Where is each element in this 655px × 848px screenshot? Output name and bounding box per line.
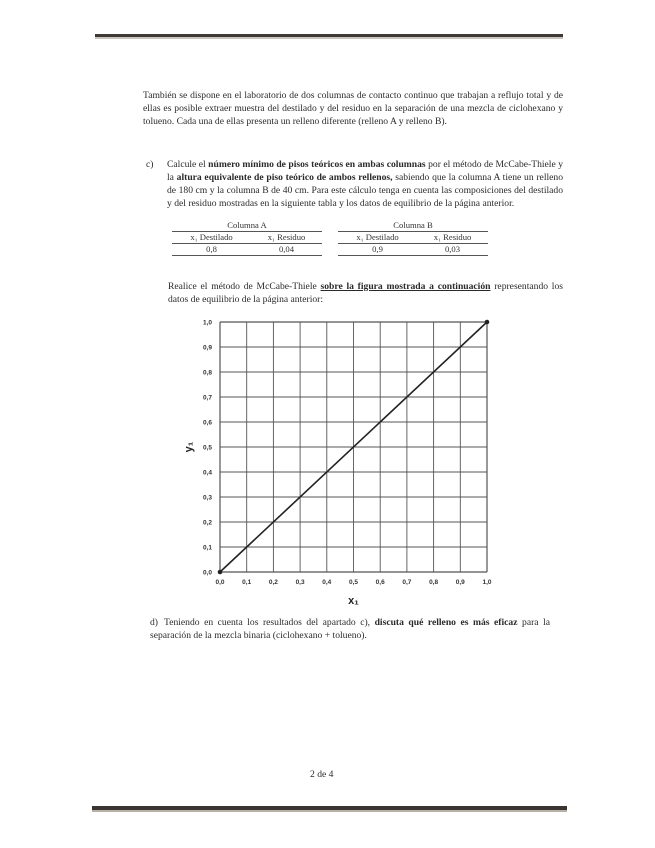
item-c-label: c): [146, 159, 154, 170]
y-tick-label: 0,1: [202, 544, 212, 552]
y-tick-label: 0,6: [202, 419, 212, 427]
y-tick-label: 0,8: [202, 369, 212, 377]
item-d-text-2: para la separación de la mezcla binaria (ciclohexano + tolueno).: [150, 617, 550, 641]
composition-table: [172, 220, 488, 256]
item-d-label: d): [150, 617, 158, 628]
a-destilado-header: x₁ Destilado: [172, 232, 251, 244]
x-tick-label: 0,9: [455, 579, 465, 586]
bottom-scan-shadow: [92, 810, 567, 812]
item-d-text-1: Teniendo en cuenta los resultados del apartado c),: [164, 617, 375, 628]
x-tick-label: 1,0: [482, 579, 492, 586]
b-residuo-value: 0,03: [417, 244, 488, 256]
realice-bold: sobre la figura mostrada a continuación: [320, 281, 491, 292]
x-tick-label: 0,2: [268, 579, 278, 586]
item-c-bold-1: número mínimo de pisos teóricos en ambas columnas: [208, 159, 426, 170]
a-residuo-value: 0,04: [251, 244, 322, 256]
item-c-paragraph: [146, 158, 563, 210]
a-residuo-header: x₁ Residuo: [251, 232, 322, 244]
x-tick-label: 0,3: [295, 579, 305, 586]
column-a-header: Columna A: [172, 220, 322, 232]
item-d-bold: discuta qué relleno es más eficaz: [374, 617, 518, 628]
x-tick-label: 0,6: [375, 579, 385, 586]
y-tick-label: 0,9: [202, 344, 212, 352]
realice-paragraph: [168, 280, 563, 306]
y-axis-label: y₁: [183, 441, 195, 453]
column-b-header: Columna B: [338, 220, 488, 232]
y-tick-label: 0,0: [202, 569, 212, 577]
y-tick-label: 1,0: [202, 319, 212, 327]
x-tick-label: 0,4: [322, 579, 332, 586]
page-number: 2 de 4: [310, 769, 334, 780]
realice-text-1: Realice el método de McCabe-Thiele: [168, 281, 321, 292]
y-tick-label: 0,5: [202, 444, 212, 452]
x-tick-label: 0,7: [402, 579, 412, 586]
x-tick-label: 0,0: [215, 579, 225, 586]
y-tick-label: 0,7: [202, 394, 212, 402]
mccabe-thiele-chart: [180, 312, 510, 612]
data-point: [218, 570, 223, 575]
item-d-paragraph: [150, 616, 550, 642]
intro-paragraph: También se dispone en el laboratorio de dos columnas de contacto continuo que trabajan a reflujo total y de ellas es posible extraer muestra del destilado y del residuo en la separación de una mezcla de ciclohexano y tolueno. Cada una de ellas presenta un relleno diferente (relleno A y relleno B).: [143, 90, 563, 127]
y-tick-label: 0,3: [202, 494, 212, 502]
realice-text-2: representando los datos de equilibrio de la página anterior:: [168, 281, 563, 305]
b-residuo-header: x₁ Residuo: [417, 232, 488, 244]
top-scan-shadow: [95, 37, 563, 39]
y-tick-label: 0,2: [202, 519, 212, 527]
y-tick-label: 0,4: [202, 469, 212, 477]
b-destilado-value: 0,9: [338, 244, 417, 256]
x-axis-label: x₁: [348, 595, 359, 607]
x-tick-label: 0,5: [348, 579, 359, 586]
item-c-bold-2: altura equivalente de piso teórico de ambos rellenos,: [176, 172, 393, 183]
item-c-text-2: por el método de McCabe-Thiele y la: [167, 159, 563, 183]
x-tick-label: 0,8: [429, 579, 439, 586]
b-destilado-header: x₁ Destilado: [338, 232, 417, 244]
item-c-text-1: Calcule el: [167, 159, 209, 170]
a-destilado-value: 0,8: [172, 244, 251, 256]
item-c-text-3: sabiendo que la columna A tiene un relleno de 180 cm y la columna B de 40 cm. Para este cálculo tenga en cuenta las composiciones del destilado y del residuo mostradas en la siguiente tabla y los datos de equilibrio de la página anterior.: [167, 172, 563, 209]
x-tick-label: 0,1: [242, 579, 252, 586]
data-point: [485, 320, 490, 325]
